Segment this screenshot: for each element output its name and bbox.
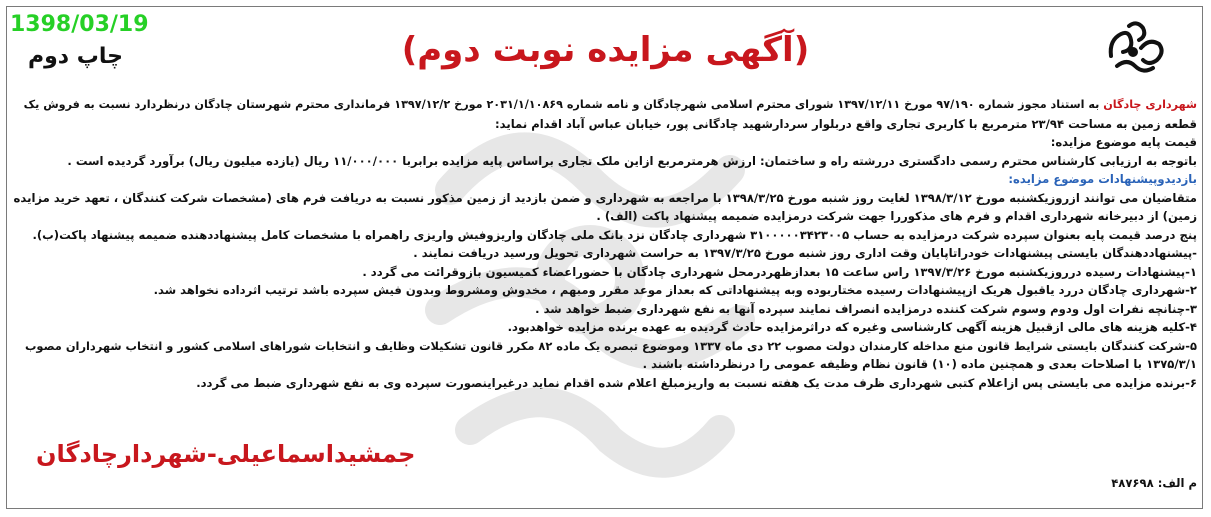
mayor-signature: جمشیداسماعیلی-شهردارچادگان — [36, 440, 416, 468]
clause-6: ۶-برنده مزایده می بایستی پس ازاعلام کتبی شهرداری ظرف مدت یک هفته نسبت به واریزمبلغ اعلام شده اقدام نماید درغیراینصورت سپرده وی به نفع شهرداری ضبط می گردد. — [196, 375, 1197, 390]
paragraph-visit-1: متقاضیان می توانند ازروزیکشنبه مورخ ۱۳۹۸/۳/۱۲ لغایت روز شنبه مورخ ۱۳۹۸/۳/۲۵ با مراجعه به شهرداری و ضمن بازدید از زمین مذکور نسبت به دریافت فرم های (مشخصات شرکت کنندگان ، تعهد خرید مزایده — [13, 190, 1197, 205]
stamp-date: 1398/03/19 — [10, 12, 149, 37]
visit-heading: بازدیدوپیشنهادات موضوع مزایده: — [1008, 172, 1197, 186]
base-price-text: باتوجه به ارزیابی کارشناس محترم رسمی دادگستری دررشته راه و ساختمان: ارزش هرمترمربع ازاین ملک تجاری براساس پایه مزایده برابربا ۱۱/۰۰۰/۰۰۰ ریال (یازده میلیون ریال) برآورد گردیده است . — [67, 153, 1197, 168]
intro-text-1: به استناد مجوز شماره ۹۷/۱۹۰ مورخ ۱۳۹۷/۱۲/۱۱ شورای محترم اسلامی شهرچادگان و نامه شماره ۲۰۳۱/۱/۱۰۸۶۹ مورخ ۱۳۹۷/۱۲/۲ فرمانداری محترم شهرستان چادگان درنظردارد نسبت به فروش یک — [23, 98, 1104, 111]
paragraph-deposit: پنج درصد قیمت پایه بعنوان سپرده شرکت درمزایده به حساب ۳۱۰۰۰۰۰۳۴۲۳۰۰۵ شهرداری چادگان نزد بانک ملی چادگان واریزوفیش واریزی راهمراه با مشخصات کامل پیشنهاددهنده ضمیمه پیشنهاد پاکت(ب). — [32, 227, 1197, 242]
clause-3: ۳-چنانچه نفرات اول ودوم وسوم شرکت کننده درمزایده انصراف نمایند سپرده آنها به نفع شهرداری ضبط خواهد شد . — [535, 301, 1197, 316]
municipality-logo-icon — [1103, 18, 1169, 78]
paragraph-submission: -پیشنهاددهندگان بایستی پیشنهادات خودراتاپایان وقت اداری روز شنبه مورخ ۱۳۹۷/۳/۲۵ به حراست شهرداری تحویل ورسید دریافت نمایند . — [413, 246, 1197, 260]
paragraph-visit-2: زمین) از دبیرخانه شهرداری اقدام و فرم های مذکوررا جهت شرکت درمزایده ضمیمه پیشنهاد پاکت (الف) . — [596, 209, 1197, 223]
reference-number: م الف: ۴۸۷۶۹۸ — [1111, 476, 1197, 490]
base-price-heading: قیمت پایه موضوع مزایده: — [1050, 135, 1197, 149]
clause-4: ۴-کلیه هزینه های مالی ازقبیل هزینه آگهی کارشناسی وغیره که دراثرمزایده حادث گردیده به عهده برنده مزایده خواهدبود. — [507, 320, 1197, 334]
notice-title: (آگهی مزایده نوبت دوم) — [401, 30, 810, 70]
clause-2: ۲-شهرداری چادگان دررد یاقبول هریک ازپیشنهادات رسیده مختاربوده وبه پیشنهاداتی که بعداز موعد مقرر ومبهم ، مخدوش ومشروط وبدون فیش سپرده باشد ترتیب اثرداده نخواهد شد. — [153, 283, 1197, 297]
clause-5-part-1: ۵-شرکت کنندگان بایستی شرایط قانون منع مداخله کارمندان دولت مصوب ۲۲ دی ماه ۱۳۳۷ وموضوع تبصره یک ماده ۸۲ مکرر قانون تشکیلات وظایف و انتخابات شوراهای اسلامی کشور و انتخاب شهرداران مصوب — [24, 338, 1197, 353]
intro-line-1 — [13, 96, 1197, 115]
notice-body — [13, 96, 1197, 392]
edition-label: چاپ دوم — [28, 44, 123, 69]
clause-5-part-2: ۱۳۷۵/۳/۱ با اصلاحات بعدی و همچنین ماده (۱۰) قانون نظام وظیفه عمومی را درنظرداشته باشند . — [642, 357, 1197, 371]
intro-line-2: قطعه زمین به مساحت ۲۳/۹۴ مترمربع با کاربری تجاری واقع دربلوار سردارشهید چادگانی پور، خیابان عباس آباد اقدام نماید: — [495, 116, 1197, 131]
clause-1: ۱-پیشنهادات رسیده درروزیکشنبه مورخ ۱۳۹۷/۳/۲۶ راس ساعت ۱۵ بعدازظهردرمحل شهرداری چادگان با حضوراعضاء کمیسیون بازوقرائت می گردد . — [362, 264, 1197, 279]
organization-name: شهرداری چادگان — [1103, 98, 1197, 111]
